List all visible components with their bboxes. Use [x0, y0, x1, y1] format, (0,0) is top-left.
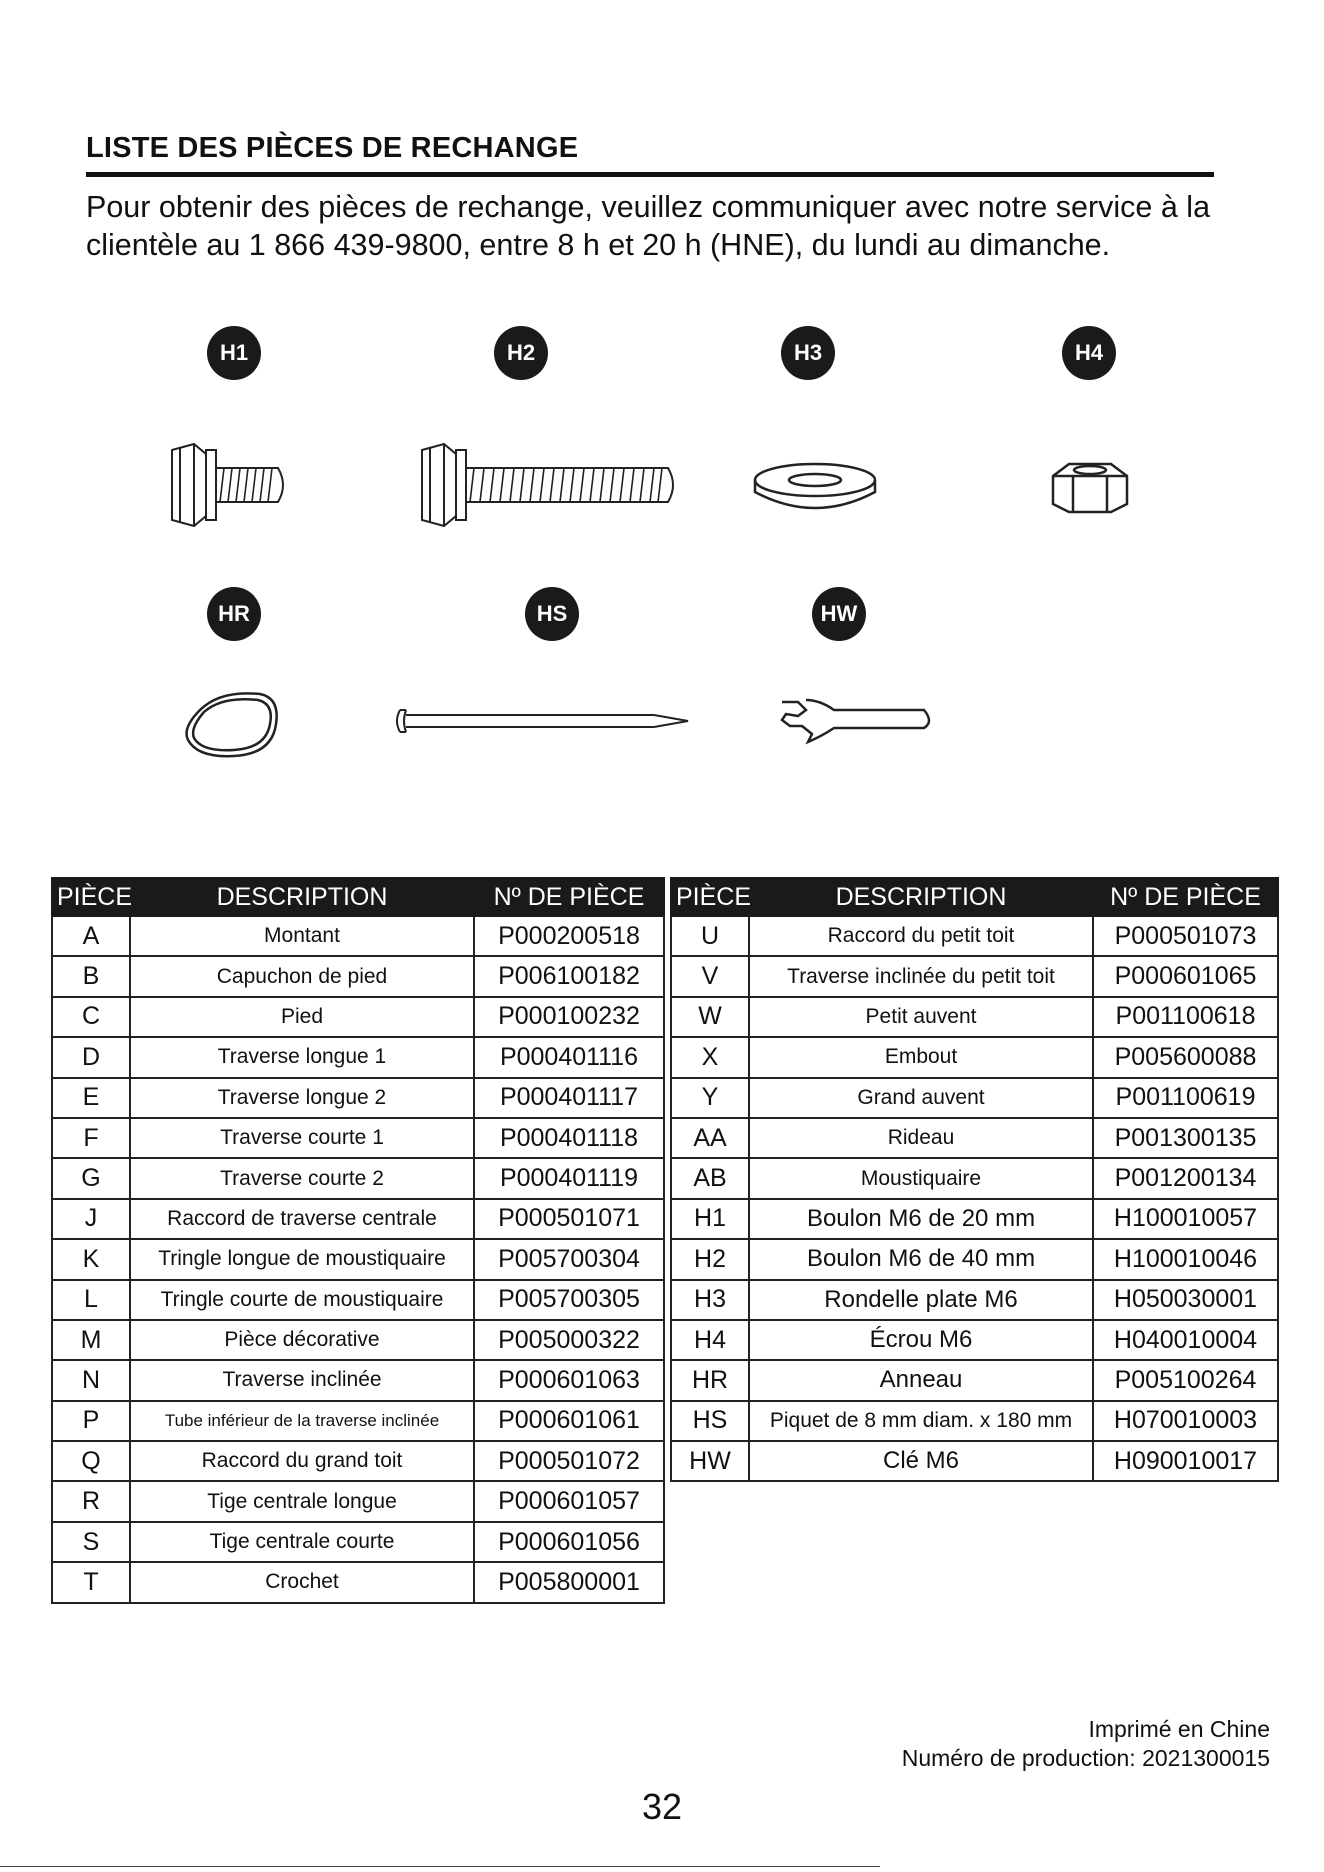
part-code: H3 [671, 1280, 749, 1320]
part-number: P000200518 [474, 916, 664, 956]
table-row [52, 997, 664, 1037]
part-description: Boulon M6 de 40 mm [749, 1239, 1093, 1279]
table-row [52, 1562, 664, 1602]
part-number: P001100618 [1093, 997, 1278, 1037]
part-description: Traverse courte 2 [130, 1158, 474, 1198]
part-number: P000601061 [474, 1401, 664, 1441]
part-number: H090010017 [1093, 1441, 1278, 1481]
part-code: E [52, 1078, 130, 1118]
nut-icon [1045, 458, 1135, 518]
part-description: Raccord du grand toit [130, 1441, 474, 1481]
part-code: H4 [671, 1320, 749, 1360]
table-row [671, 1199, 1278, 1239]
table-row [52, 1481, 664, 1521]
part-number: P005800001 [474, 1562, 664, 1602]
part-number: H040010004 [1093, 1320, 1278, 1360]
part-description: Crochet [130, 1562, 474, 1602]
badge-h3: H3 [781, 326, 835, 380]
part-description: Piquet de 8 mm diam. x 180 mm [749, 1401, 1093, 1441]
short-bolt-icon [160, 440, 295, 530]
badge-hs: HS [525, 587, 579, 641]
part-description: Tringle longue de moustiquaire [130, 1239, 474, 1279]
part-code: F [52, 1118, 130, 1158]
part-number: P000601057 [474, 1481, 664, 1521]
part-code: Q [52, 1441, 130, 1481]
part-code: D [52, 1037, 130, 1077]
bottom-rule [0, 1866, 880, 1867]
part-code: H2 [671, 1239, 749, 1279]
part-number: P000501073 [1093, 916, 1278, 956]
printed-in: Imprimé en Chine [1088, 1716, 1270, 1742]
col-header-piece: PIÈCE [671, 878, 749, 916]
part-description: Rideau [749, 1118, 1093, 1158]
table-row [671, 956, 1278, 996]
part-code: HR [671, 1360, 749, 1400]
long-bolt-icon [410, 440, 685, 530]
part-number: H070010003 [1093, 1401, 1278, 1441]
part-code: B [52, 956, 130, 996]
table-row [52, 916, 664, 956]
part-code: AA [671, 1118, 749, 1158]
col-header-number: Nº DE PIÈCE [474, 878, 664, 916]
badge-h2: H2 [494, 326, 548, 380]
part-description: Traverse longue 1 [130, 1037, 474, 1077]
badge-hr: HR [207, 587, 261, 641]
part-number: P000601056 [474, 1522, 664, 1562]
badge-hw: HW [812, 587, 866, 641]
page-title: LISTE DES PIÈCES DE RECHANGE [86, 132, 579, 164]
table-row [52, 1037, 664, 1077]
table-row [52, 1199, 664, 1239]
part-description: Grand auvent [749, 1078, 1093, 1118]
part-code: R [52, 1481, 130, 1521]
part-code: AB [671, 1158, 749, 1198]
part-description: Tube inférieur de la traverse inclinée [130, 1401, 474, 1441]
part-description: Montant [130, 916, 474, 956]
table-row [52, 1360, 664, 1400]
part-code: H1 [671, 1199, 749, 1239]
stake-icon [392, 706, 692, 736]
table-row [671, 997, 1278, 1037]
table-row [671, 1280, 1278, 1320]
part-number: P005600088 [1093, 1037, 1278, 1077]
part-number: H050030001 [1093, 1280, 1278, 1320]
table-row [52, 1401, 664, 1441]
part-number: H100010046 [1093, 1239, 1278, 1279]
page-number: 32 [641, 1786, 683, 1827]
part-description: Tringle courte de moustiquaire [130, 1280, 474, 1320]
part-code: W [671, 997, 749, 1037]
table-row [671, 1118, 1278, 1158]
table-row [52, 1118, 664, 1158]
part-description: Rondelle plate M6 [749, 1280, 1093, 1320]
part-number: P001200134 [1093, 1158, 1278, 1198]
table-row [671, 1401, 1278, 1441]
part-description: Traverse inclinée du petit toit [749, 956, 1093, 996]
col-header-description: DESCRIPTION [130, 878, 474, 916]
part-description: Tige centrale courte [130, 1522, 474, 1562]
badge-h4: H4 [1062, 326, 1116, 380]
part-number: P000401118 [474, 1118, 664, 1158]
part-number: P000401116 [474, 1037, 664, 1077]
intro-text: Pour obtenir des pièces de rechange, veuillez communiquer avec notre service à la clientèle au 1 866 439-9800, entre 8 h et 20 h (HNE), du lundi au dimanche. [86, 190, 1211, 262]
table-row [671, 1078, 1278, 1118]
badge-h1: H1 [207, 326, 261, 380]
part-description: Capuchon de pied [130, 956, 474, 996]
part-description: Boulon M6 de 20 mm [749, 1199, 1093, 1239]
table-row [671, 1360, 1278, 1400]
part-number: H100010057 [1093, 1199, 1278, 1239]
part-description: Écrou M6 [749, 1320, 1093, 1360]
part-code: V [671, 956, 749, 996]
part-description: Traverse longue 2 [130, 1078, 474, 1118]
part-number: P000100232 [474, 997, 664, 1037]
part-number: P000601063 [474, 1360, 664, 1400]
part-code: T [52, 1562, 130, 1602]
part-code: N [52, 1360, 130, 1400]
part-number: P000501071 [474, 1199, 664, 1239]
ring-icon [180, 688, 284, 760]
part-description: Traverse courte 1 [130, 1118, 474, 1158]
part-code: M [52, 1320, 130, 1360]
part-number: P000401119 [474, 1158, 664, 1198]
parts-table-left [51, 877, 665, 1604]
part-code: S [52, 1522, 130, 1562]
part-code: U [671, 916, 749, 956]
part-description: Raccord du petit toit [749, 916, 1093, 956]
part-number: P000601065 [1093, 956, 1278, 996]
table-row [671, 1158, 1278, 1198]
title-rule [86, 172, 1214, 177]
part-number: P001300135 [1093, 1118, 1278, 1158]
washer-icon [750, 458, 880, 518]
table-row [52, 1158, 664, 1198]
table-row [52, 1078, 664, 1118]
col-header-description: DESCRIPTION [749, 878, 1093, 916]
part-code: K [52, 1239, 130, 1279]
table-row [671, 1441, 1278, 1481]
part-number: P005100264 [1093, 1360, 1278, 1400]
part-description: Embout [749, 1037, 1093, 1077]
part-description: Pied [130, 997, 474, 1037]
part-code: L [52, 1280, 130, 1320]
table-row [52, 1441, 664, 1481]
part-description: Moustiquaire [749, 1158, 1093, 1198]
part-code: X [671, 1037, 749, 1077]
part-description: Anneau [749, 1360, 1093, 1400]
part-code: A [52, 916, 130, 956]
production-number: Numéro de production: 2021300015 [901, 1745, 1270, 1771]
part-code: P [52, 1401, 130, 1441]
table-row [671, 916, 1278, 956]
part-number: P005000322 [474, 1320, 664, 1360]
table-row [52, 1280, 664, 1320]
part-code: Y [671, 1078, 749, 1118]
table-row [671, 1320, 1278, 1360]
table-row [52, 1320, 664, 1360]
table-row [52, 956, 664, 996]
table-row [52, 1239, 664, 1279]
part-code: J [52, 1199, 130, 1239]
part-code: HW [671, 1441, 749, 1481]
table-row [52, 1522, 664, 1562]
part-number: P006100182 [474, 956, 664, 996]
part-number: P000401117 [474, 1078, 664, 1118]
part-number: P005700304 [474, 1239, 664, 1279]
part-description: Petit auvent [749, 997, 1093, 1037]
part-code: G [52, 1158, 130, 1198]
col-header-number: Nº DE PIÈCE [1093, 878, 1278, 916]
part-description: Clé M6 [749, 1441, 1093, 1481]
part-description: Raccord de traverse centrale [130, 1199, 474, 1239]
wrench-icon [772, 696, 940, 748]
table-row [671, 1239, 1278, 1279]
part-code: HS [671, 1401, 749, 1441]
table-row [671, 1037, 1278, 1077]
part-number: P000501072 [474, 1441, 664, 1481]
part-number: P005700305 [474, 1280, 664, 1320]
part-number: P001100619 [1093, 1078, 1278, 1118]
col-header-piece: PIÈCE [52, 878, 130, 916]
part-description: Tige centrale longue [130, 1481, 474, 1521]
part-description: Traverse inclinée [130, 1360, 474, 1400]
parts-table-right [670, 877, 1279, 1482]
part-code: C [52, 997, 130, 1037]
part-description: Pièce décorative [130, 1320, 474, 1360]
